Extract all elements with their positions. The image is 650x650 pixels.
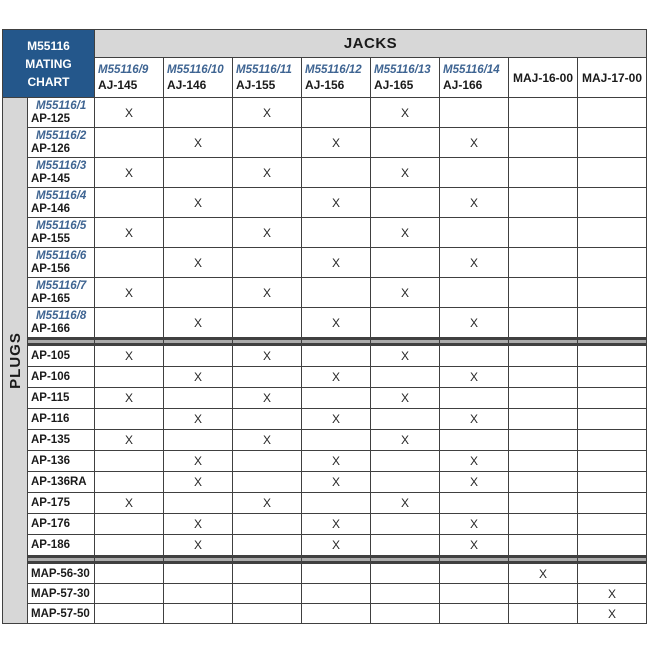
mating-cell [233,188,301,217]
row-spec-label: M55116/3 [36,160,87,172]
column-spec-label: M55116/13 [374,63,431,76]
mating-cell [509,514,577,534]
group-separator [164,556,232,563]
chart-title-line1: M55116 [27,38,70,53]
mating-cell [164,564,232,583]
mating-cell: X [302,514,370,534]
row-plug-label: AP-116 [31,413,70,425]
column-jack-label: AJ-156 [305,77,345,92]
mating-cell: X [440,472,508,492]
mating-cell [302,158,370,187]
mating-cell [164,430,232,450]
mating-cell [509,535,577,555]
mating-cell [440,278,508,307]
mating-cell [371,188,439,217]
mating-cell [95,604,163,623]
mating-cell [509,248,577,277]
mating-cell [509,158,577,187]
mating-cell: X [164,128,232,157]
mating-cell [371,451,439,471]
mating-cell [95,308,163,337]
mating-cell [233,128,301,157]
row-spec-label: M55116/1 [36,100,87,112]
mating-cell [95,514,163,534]
column-jack-label: MAJ-16-00 [512,70,574,85]
jacks-header: JACKS [95,30,646,57]
mating-cell [95,472,163,492]
mating-cell [95,188,163,217]
plugs-header-label: PLUGS [6,332,24,389]
row-label-ap-176 [28,514,94,534]
mating-cell [509,493,577,513]
mating-cell [302,98,370,127]
mating-cell [302,218,370,247]
row-label-ap-125 [28,98,94,127]
mating-cell [371,535,439,555]
mating-cell [509,388,577,408]
mating-chart-table [2,29,647,624]
row-plug-label: AP-175 [31,497,70,509]
mating-cell: X [164,308,232,337]
mating-cell: X [95,430,163,450]
mating-cell: X [578,584,646,603]
mating-cell: X [95,98,163,127]
mating-cell [578,218,646,247]
mating-cell [578,388,646,408]
mating-cell [578,451,646,471]
mating-cell: X [233,346,301,366]
column-jack-label: AJ-146 [167,77,207,92]
mating-cell [233,472,301,492]
mating-cell [509,584,577,603]
mating-cell [578,409,646,429]
mating-cell [164,278,232,307]
mating-cell [578,128,646,157]
mating-cell: X [233,218,301,247]
column-header-aj-145 [95,58,163,97]
row-label-ap-126 [28,128,94,157]
mating-cell [440,98,508,127]
row-spec-label: M55116/7 [36,280,87,292]
column-jack-label: AJ-155 [236,77,276,92]
mating-cell [509,409,577,429]
row-plug-label: AP-136RA [31,476,87,488]
row-plug-label: AP-135 [31,434,70,446]
mating-cell [95,535,163,555]
mating-cell [578,346,646,366]
mating-cell [233,514,301,534]
mating-cell: X [440,451,508,471]
column-spec-label: M55116/9 [98,63,149,76]
mating-cell [233,367,301,387]
mating-cell [578,158,646,187]
mating-cell [302,346,370,366]
mating-cell [233,584,301,603]
row-spec-label: M55116/5 [36,220,87,232]
row-label-ap-105 [28,346,94,366]
row-label-map-57-30 [28,584,94,603]
row-plug-label: AP-155 [31,233,70,245]
mating-cell [233,564,301,583]
row-spec-label: M55116/4 [36,190,87,202]
mating-cell [371,308,439,337]
mating-cell [164,388,232,408]
column-header-maj-16-00 [509,58,577,97]
mating-cell [371,409,439,429]
mating-cell [440,218,508,247]
mating-cell [95,564,163,583]
mating-cell: X [302,367,370,387]
column-header-aj-155 [233,58,301,97]
mating-cell [233,308,301,337]
mating-cell: X [233,158,301,187]
group-separator [233,556,301,563]
mating-cell: X [302,128,370,157]
mating-cell [578,278,646,307]
row-label-ap-145 [28,158,94,187]
group-separator [95,556,163,563]
row-label-ap-175 [28,493,94,513]
mating-cell: X [164,472,232,492]
mating-cell [302,604,370,623]
mating-cell [578,514,646,534]
mating-cell: X [578,604,646,623]
group-separator [164,338,232,345]
mating-cell [164,604,232,623]
chart-title-line2: MATING CHART [25,56,72,89]
mating-cell: X [371,346,439,366]
mating-cell [509,278,577,307]
mating-cell [233,409,301,429]
mating-cell [509,188,577,217]
mating-cell: X [371,278,439,307]
row-label-ap-115 [28,388,94,408]
mating-cell: X [440,409,508,429]
row-plug-label: AP-126 [31,143,70,155]
mating-cell [233,535,301,555]
row-label-ap-166 [28,308,94,337]
mating-cell: X [95,218,163,247]
mating-cell [371,248,439,277]
mating-cell [578,367,646,387]
mating-cell [302,278,370,307]
group-separator [302,556,370,563]
mating-cell: X [164,248,232,277]
mating-cell [233,248,301,277]
column-spec-label: M55116/11 [236,63,292,76]
mating-cell: X [233,388,301,408]
mating-cell [578,493,646,513]
group-separator [578,338,646,345]
row-label-map-57-50 [28,604,94,623]
group-separator [233,338,301,345]
mating-cell [578,248,646,277]
mating-cell [302,493,370,513]
row-plug-label: AP-145 [31,173,70,185]
mating-cell [440,346,508,366]
mating-cell: X [440,535,508,555]
column-jack-label: AJ-166 [443,77,483,92]
mating-cell: X [302,472,370,492]
mating-cell: X [371,388,439,408]
mating-cell: X [95,493,163,513]
group-separator [371,338,439,345]
mating-cell [95,248,163,277]
mating-cell: X [440,367,508,387]
mating-cell: X [95,278,163,307]
mating-cell: X [371,430,439,450]
column-spec-label: M55116/14 [443,63,500,76]
mating-cell [164,218,232,247]
row-plug-label: MAP-57-30 [31,587,90,600]
row-plug-label: MAP-56-30 [31,567,90,580]
mating-cell: X [302,535,370,555]
mating-cell: X [509,564,577,583]
mating-cell: X [302,308,370,337]
mating-cell: X [164,409,232,429]
row-plug-label: AP-125 [31,113,70,125]
mating-cell [578,98,646,127]
mating-cell [440,604,508,623]
mating-cell [164,158,232,187]
mating-cell [578,564,646,583]
mating-cell: X [302,248,370,277]
row-plug-label: AP-176 [31,518,70,530]
mating-cell [509,308,577,337]
mating-cell [164,346,232,366]
mating-cell: X [164,535,232,555]
mating-cell: X [233,98,301,127]
mating-cell [440,388,508,408]
mating-cell [302,564,370,583]
mating-cell [95,584,163,603]
mating-cell [440,564,508,583]
mating-cell: X [95,158,163,187]
row-plug-label: AP-115 [31,392,70,404]
plugs-header [3,98,27,623]
row-plug-label: AP-156 [31,263,70,275]
row-spec-label: M55116/2 [36,130,87,142]
mating-cell [95,451,163,471]
row-plug-label: AP-146 [31,203,70,215]
mating-cell [509,604,577,623]
row-plug-label: AP-186 [31,539,70,551]
mating-cell [440,493,508,513]
mating-cell [371,472,439,492]
column-spec-label: M55116/12 [305,63,362,76]
group-separator [509,556,577,563]
mating-cell: X [302,188,370,217]
row-label-ap-136ra [28,472,94,492]
mating-cell: X [371,158,439,187]
mating-cell [371,604,439,623]
mating-cell: X [233,430,301,450]
group-separator [28,556,94,563]
mating-cell [509,451,577,471]
mating-cell: X [164,451,232,471]
mating-cell: X [371,493,439,513]
row-label-ap-135 [28,430,94,450]
row-plug-label: AP-165 [31,293,70,305]
mating-cell [440,430,508,450]
mating-cell [371,128,439,157]
column-header-maj-17-00 [578,58,646,97]
row-label-ap-156 [28,248,94,277]
mating-cell: X [233,278,301,307]
mating-cell [302,388,370,408]
row-plug-label: AP-136 [31,455,70,467]
group-separator [440,556,508,563]
column-jack-label: AJ-145 [98,77,138,92]
chart-title [3,30,94,97]
mating-cell: X [440,188,508,217]
mating-cell [95,128,163,157]
mating-cell: X [164,514,232,534]
group-separator [440,338,508,345]
mating-cell [233,451,301,471]
mating-cell: X [371,218,439,247]
row-spec-label: M55116/6 [36,250,87,262]
mating-cell: X [440,308,508,337]
column-header-aj-166 [440,58,508,97]
mating-cell: X [233,493,301,513]
group-separator [371,556,439,563]
mating-cell: X [164,367,232,387]
mating-cell [302,584,370,603]
mating-cell [578,535,646,555]
group-separator [95,338,163,345]
mating-cell [95,367,163,387]
row-spec-label: M55116/8 [36,310,87,322]
mating-cell [509,218,577,247]
mating-cell [440,584,508,603]
mating-cell [371,564,439,583]
row-label-ap-155 [28,218,94,247]
group-separator [302,338,370,345]
mating-cell [233,604,301,623]
mating-cell [164,493,232,513]
column-header-aj-165 [371,58,439,97]
group-separator [509,338,577,345]
row-label-ap-116 [28,409,94,429]
column-jack-label: AJ-165 [374,77,414,92]
mating-cell [164,584,232,603]
row-label-ap-186 [28,535,94,555]
column-header-aj-156 [302,58,370,97]
mating-cell: X [440,128,508,157]
group-separator [578,556,646,563]
row-label-ap-165 [28,278,94,307]
mating-cell: X [95,388,163,408]
row-plug-label: AP-106 [31,371,70,383]
mating-cell [509,472,577,492]
mating-cell [302,430,370,450]
column-jack-label: MAJ-17-00 [581,70,643,85]
mating-cell: X [440,248,508,277]
mating-cell [509,98,577,127]
mating-cell [95,409,163,429]
row-label-ap-146 [28,188,94,217]
mating-cell [371,514,439,534]
column-header-aj-146 [164,58,232,97]
mating-cell [509,346,577,366]
row-plug-label: AP-105 [31,350,70,362]
mating-cell: X [164,188,232,217]
mating-cell [509,430,577,450]
row-plug-label: AP-166 [31,323,70,335]
mating-cell: X [95,346,163,366]
row-label-map-56-30 [28,564,94,583]
mating-cell [578,472,646,492]
row-plug-label: MAP-57-50 [31,607,90,620]
mating-cell [440,158,508,187]
row-label-ap-136 [28,451,94,471]
mating-cell [578,308,646,337]
mating-cell [371,584,439,603]
row-label-ap-106 [28,367,94,387]
mating-cell: X [440,514,508,534]
mating-cell: X [371,98,439,127]
mating-cell [578,430,646,450]
column-spec-label: M55116/10 [167,63,224,76]
mating-cell [164,98,232,127]
mating-cell: X [302,451,370,471]
mating-cell: X [302,409,370,429]
mating-cell [509,367,577,387]
mating-cell [371,367,439,387]
mating-cell [578,188,646,217]
group-separator [28,338,94,345]
mating-cell [509,128,577,157]
